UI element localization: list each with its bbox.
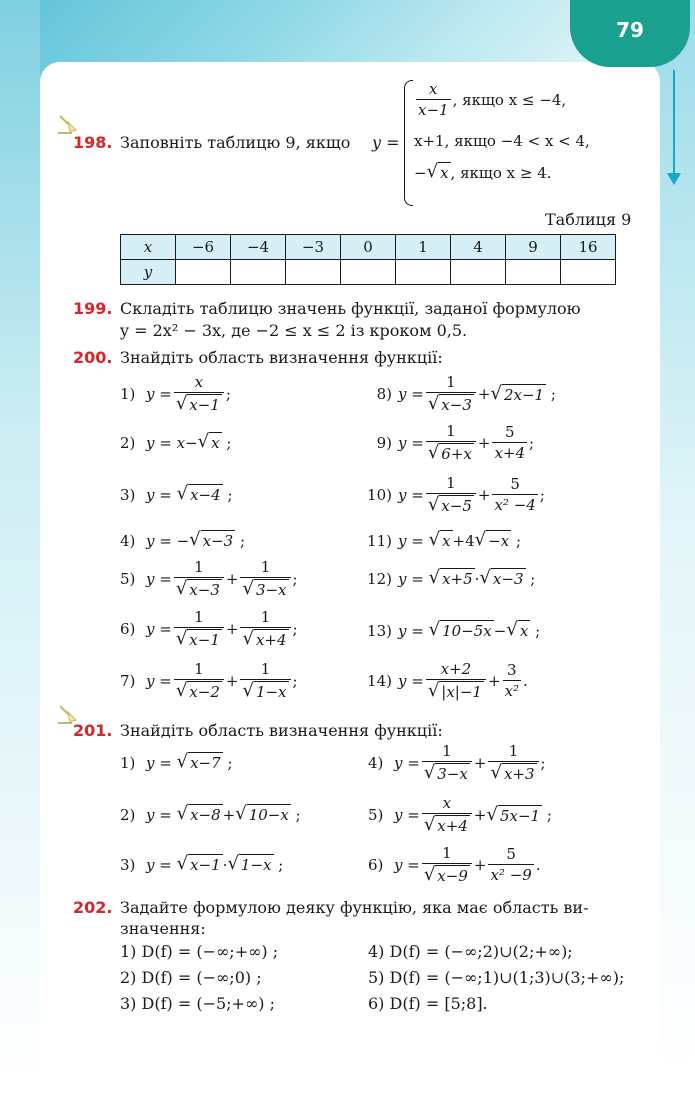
item-label: 3) xyxy=(120,855,136,874)
denominator: x² xyxy=(504,682,520,700)
fraction xyxy=(503,661,521,701)
denominator: √ x−1 xyxy=(174,392,224,415)
item-label: 4) xyxy=(120,531,136,550)
radicand: x xyxy=(440,164,449,182)
item-200-11 xyxy=(358,530,521,551)
item-200-8 xyxy=(358,373,556,415)
y-equals: y = xyxy=(146,620,172,638)
table-cell: 1 xyxy=(396,235,451,260)
y-equals: y = xyxy=(146,855,172,874)
item-label: 2) xyxy=(120,805,136,824)
table-cell xyxy=(176,260,231,285)
item-label: 5) xyxy=(120,570,136,588)
sqrt: √ x xyxy=(197,431,220,452)
fraction: 1 √ 6+x xyxy=(426,422,476,464)
item-label: 4) xyxy=(368,754,384,772)
item-label: 9) xyxy=(376,434,392,452)
radicand: −x xyxy=(488,532,510,550)
problem-199-line1: Складіть таблицю значень функції, заданої формулою xyxy=(120,299,581,318)
y-equals: y = xyxy=(398,672,424,690)
plus-sign: + xyxy=(477,486,491,504)
denominator: x+4 xyxy=(494,444,526,462)
cases-brace xyxy=(404,80,413,206)
sqrt: √ x−8 xyxy=(176,803,221,824)
problem-number-201: 201. xyxy=(73,721,113,740)
semicolon: ; xyxy=(292,620,298,638)
table-cell: 4 xyxy=(451,235,506,260)
fraction xyxy=(492,475,537,515)
case-2: x+1, якщо −4 < x < 4, xyxy=(414,132,590,150)
sqrt: √ x xyxy=(506,619,529,640)
numerator: 1 xyxy=(194,558,204,576)
fraction: 1 √ x−9 xyxy=(422,844,472,886)
radicand: 10−5x xyxy=(442,622,492,640)
semicolon: ; xyxy=(529,434,535,452)
table-caption: Таблиця 9 xyxy=(545,210,632,229)
plus-sign: + xyxy=(225,620,239,638)
fraction: 1 √ x−3 xyxy=(426,373,476,415)
semicolon: ; xyxy=(240,531,246,550)
item-200-5 xyxy=(120,558,298,600)
minus-sign: − xyxy=(176,531,190,550)
radicand: x−3 xyxy=(189,581,220,599)
item-label: 7) xyxy=(120,672,136,690)
sqrt: √ 2x−1 xyxy=(490,382,545,404)
multiply-dot: · xyxy=(474,569,480,588)
table-cell xyxy=(341,260,396,285)
table-cell: −4 xyxy=(231,235,286,260)
item-label: 1) xyxy=(120,385,136,403)
plus-sign: + xyxy=(473,806,487,824)
denominator: x² −4 xyxy=(494,496,536,514)
sqrt: √ x−3 xyxy=(189,529,234,550)
radicand: 5x−1 xyxy=(499,806,541,825)
item-label: 8) xyxy=(376,385,392,403)
y-equals: y = xyxy=(398,569,424,588)
fraction: 1 √ x+4 xyxy=(240,608,290,650)
table-cell: y xyxy=(121,260,176,285)
item-label: 5) xyxy=(368,806,384,824)
radicand: x−5 xyxy=(441,497,472,515)
problem-201-text: Знайдіть область визначення функції: xyxy=(120,721,443,740)
table-cell: x xyxy=(121,235,176,260)
numerator: 1 xyxy=(508,742,519,760)
numerator: 1 xyxy=(194,608,204,626)
sqrt: √ 10−5x xyxy=(428,619,492,640)
y-equals: y = xyxy=(146,672,172,690)
numerator: x xyxy=(442,794,452,812)
fraction: 1 √ x−1 xyxy=(174,608,224,650)
semicolon: ; xyxy=(292,570,298,588)
y-equals: y = xyxy=(146,753,172,772)
problem-202-line1: Задайте формулою деяку функцію, яка має область ви- xyxy=(120,898,589,917)
case-3-condition: , якщо x ≥ 4. xyxy=(450,163,552,182)
sqrt: √ x−1 xyxy=(176,853,221,874)
sqrt: √ 5x−1 xyxy=(486,803,541,825)
semicolon: ; xyxy=(515,531,522,550)
semicolon: ; xyxy=(550,385,556,403)
semicolon: ; xyxy=(225,385,231,403)
radicand: x−1 xyxy=(189,396,220,414)
sqrt: √ x−7 xyxy=(176,751,221,772)
item-201-2 xyxy=(120,804,301,825)
numerator: 1 xyxy=(446,422,456,440)
numerator: 1 xyxy=(442,742,452,760)
semicolon: ; xyxy=(295,805,301,824)
case-1-condition: , якщо x ≤ −4, xyxy=(452,91,567,109)
radicand: 2x−1 xyxy=(503,385,545,404)
period: . xyxy=(535,856,541,874)
sqrt: √ −x xyxy=(474,529,510,550)
item-label: 11) xyxy=(367,531,392,550)
item-label: 3) xyxy=(120,485,136,504)
semicolon: ; xyxy=(530,569,536,588)
fraction: x+2 √ |x|−1 xyxy=(426,660,486,702)
item-200-7 xyxy=(120,660,298,702)
table-cell xyxy=(561,260,616,285)
table-cell xyxy=(396,260,451,285)
semicolon: ; xyxy=(227,753,233,772)
y-equals: y = xyxy=(398,385,424,403)
numerator: 1 xyxy=(194,660,204,678)
table-cell: 16 xyxy=(561,235,616,260)
semicolon: ; xyxy=(540,754,546,772)
table-row xyxy=(121,235,616,260)
table-row xyxy=(121,260,616,285)
radicand: x−2 xyxy=(189,683,220,701)
sqrt: √ x+5 xyxy=(428,567,473,588)
item-201-5 xyxy=(368,794,552,836)
fraction: x √ x+4 xyxy=(422,794,472,836)
plus-sign: + xyxy=(473,754,487,772)
semicolon: ; xyxy=(539,486,545,504)
term: x− xyxy=(176,433,198,452)
right-decoration xyxy=(655,0,695,1083)
radicand: x−1 xyxy=(189,631,220,649)
item-202-4: 4) D(f) = (−∞;2)∪(2;+∞); xyxy=(368,942,573,961)
item-202-2: 2) D(f) = (−∞;0) ; xyxy=(120,968,262,987)
margin-arrow-line xyxy=(673,70,675,175)
item-200-14 xyxy=(358,660,528,702)
semicolon: ; xyxy=(226,433,232,452)
plus-sign: + xyxy=(477,385,491,403)
item-label: 13) xyxy=(367,621,392,640)
problem-198-text: Заповніть таблицю 9, якщо xyxy=(120,133,351,152)
radicand: x−3 xyxy=(202,532,234,550)
semicolon: ; xyxy=(292,672,298,690)
period: . xyxy=(523,672,528,690)
semicolon: ; xyxy=(535,621,541,640)
radicand: |x|−1 xyxy=(441,683,482,701)
problem-198-yeq: y = xyxy=(372,133,400,152)
radicand: x+3 xyxy=(503,765,535,783)
problem-number-202: 202. xyxy=(73,898,113,917)
denominator: x−1 xyxy=(418,101,449,119)
table-cell xyxy=(506,260,561,285)
y-equals: y = xyxy=(146,385,172,403)
radicand: x+4 xyxy=(255,631,287,649)
margin-arrow-icon xyxy=(667,173,681,185)
radicand: x−4 xyxy=(190,486,221,504)
radicand: x xyxy=(211,434,220,452)
plus-sign: + xyxy=(225,570,239,588)
item-200-3 xyxy=(120,484,233,505)
fraction: 1 √ x−2 xyxy=(174,660,224,702)
radicand: 1−x xyxy=(255,683,287,701)
radicand: x xyxy=(442,532,451,550)
item-label: 1) xyxy=(120,753,136,772)
radicand: 6+x xyxy=(441,445,472,463)
numerator: x xyxy=(194,373,204,391)
item-201-3 xyxy=(120,854,283,875)
plus-sign: + xyxy=(222,805,236,824)
semicolon: ; xyxy=(227,485,233,504)
radicand: x−3 xyxy=(492,570,524,588)
radicand: x−3 xyxy=(441,396,472,414)
item-202-3: 3) D(f) = (−5;+∞) ; xyxy=(120,994,275,1013)
table-cell: −6 xyxy=(176,235,231,260)
item-200-12 xyxy=(358,568,535,589)
item-label: 12) xyxy=(367,569,392,588)
item-201-6 xyxy=(368,844,541,886)
item-label: 6) xyxy=(120,620,136,638)
item-200-13 xyxy=(358,620,540,641)
problem-number-199: 199. xyxy=(73,299,113,318)
denominator: x² −9 xyxy=(490,866,532,884)
table-cell: 0 xyxy=(341,235,396,260)
fraction: 1 √ x−5 xyxy=(426,474,476,516)
numerator: 1 xyxy=(442,844,452,862)
radicand: 3−x xyxy=(255,581,287,599)
fraction: 1 √ 1−x xyxy=(240,660,290,702)
radicand: x−9 xyxy=(437,867,468,885)
problem-200-text: Знайдіть область визначення функції: xyxy=(120,348,443,367)
term: +4 xyxy=(452,531,475,550)
semicolon: ; xyxy=(546,806,552,824)
problem-202-line2: значення: xyxy=(120,919,206,938)
y-equals: y = xyxy=(398,434,424,452)
item-label: 14) xyxy=(367,672,392,690)
sqrt: √ 10−x xyxy=(235,803,289,824)
item-200-4 xyxy=(120,530,245,551)
fraction: 1 √ 3−x xyxy=(422,742,472,784)
radicand: x xyxy=(519,622,529,640)
plus-sign: + xyxy=(473,856,487,874)
plus-sign: + xyxy=(487,672,501,690)
y-equals: y = xyxy=(398,621,424,640)
radicand: x−7 xyxy=(190,754,221,772)
y-equals: y = xyxy=(394,856,420,874)
item-label: 10) xyxy=(367,486,392,504)
sqrt: √ x xyxy=(428,529,451,550)
y-equals: y = xyxy=(394,754,420,772)
item-200-2 xyxy=(120,432,231,453)
fraction: 1 √ x−3 xyxy=(174,558,224,600)
fraction xyxy=(174,373,224,415)
y-equals: y = xyxy=(394,806,420,824)
item-202-6: 6) D(f) = [5;8]. xyxy=(368,994,488,1013)
page-number: 79 xyxy=(616,18,644,42)
problem-number-200: 200. xyxy=(73,348,113,367)
case-1 xyxy=(414,80,566,120)
numerator: 3 xyxy=(507,661,517,679)
radicand: x−1 xyxy=(190,856,221,874)
y-equals: y = xyxy=(146,485,172,504)
sqrt: √ x−4 xyxy=(176,483,221,504)
semicolon: ; xyxy=(278,855,284,874)
numerator: x+2 xyxy=(440,660,472,678)
item-200-6 xyxy=(120,608,298,650)
plus-sign: + xyxy=(477,434,491,452)
multiply-dot: · xyxy=(222,855,228,874)
radicand: 10−x xyxy=(248,806,289,824)
table-cell: 9 xyxy=(506,235,561,260)
table-cell xyxy=(231,260,286,285)
y-equals: y = xyxy=(146,531,172,550)
numerator: 5 xyxy=(510,475,520,493)
sqrt: √ x−3 xyxy=(479,567,524,588)
numerator: 1 xyxy=(260,660,271,678)
y-equals: y = xyxy=(146,570,172,588)
item-label: 2) xyxy=(120,433,136,452)
item-200-9 xyxy=(358,422,534,464)
plus-sign: + xyxy=(225,672,239,690)
numerator: 1 xyxy=(446,474,456,492)
case-1-fraction xyxy=(416,80,451,120)
value-table xyxy=(120,234,616,285)
numerator: 5 xyxy=(504,423,515,441)
fraction: 1 √ 3−x xyxy=(240,558,290,600)
radicand: x+4 xyxy=(437,817,468,835)
problem-199-line2: y = 2x² − 3x, де −2 ≤ x ≤ 2 із кроком 0,5. xyxy=(120,321,468,340)
fraction: 1 √ x+3 xyxy=(488,742,538,784)
left-decoration xyxy=(0,0,40,1083)
y-equals: y = xyxy=(146,433,172,452)
sqrt: √ 1−x xyxy=(227,853,272,874)
radicand: x−8 xyxy=(190,806,221,824)
item-200-10 xyxy=(358,474,545,516)
table-cell: −3 xyxy=(286,235,341,260)
table-cell xyxy=(451,260,506,285)
fraction xyxy=(492,423,527,463)
numerator: 5 xyxy=(506,845,516,863)
table-cell xyxy=(286,260,341,285)
numerator: 1 xyxy=(260,558,271,576)
radicand: 1−x xyxy=(240,856,272,874)
problem-number-198: 198. xyxy=(73,133,113,152)
item-202-1: 1) D(f) = (−∞;+∞) ; xyxy=(120,942,279,961)
sqrt: √ x xyxy=(426,161,449,182)
y-equals: y = xyxy=(398,486,424,504)
y-equals: y = xyxy=(146,805,172,824)
numerator: 1 xyxy=(446,373,456,391)
minus-sign: − xyxy=(414,163,427,182)
y-equals: y = xyxy=(398,531,424,550)
item-200-1 xyxy=(120,373,231,415)
numerator: x xyxy=(429,80,438,98)
item-201-1 xyxy=(120,752,233,773)
item-202-5: 5) D(f) = (−∞;1)∪(1;3)∪(3;+∞); xyxy=(368,968,625,987)
numerator: 1 xyxy=(260,608,271,626)
item-label: 6) xyxy=(368,856,384,874)
radicand: x+5 xyxy=(442,570,473,588)
fraction xyxy=(488,845,533,885)
case-3 xyxy=(414,162,552,183)
minus-sign: − xyxy=(493,621,507,640)
radicand: 3−x xyxy=(437,765,468,783)
item-201-4 xyxy=(368,742,546,784)
